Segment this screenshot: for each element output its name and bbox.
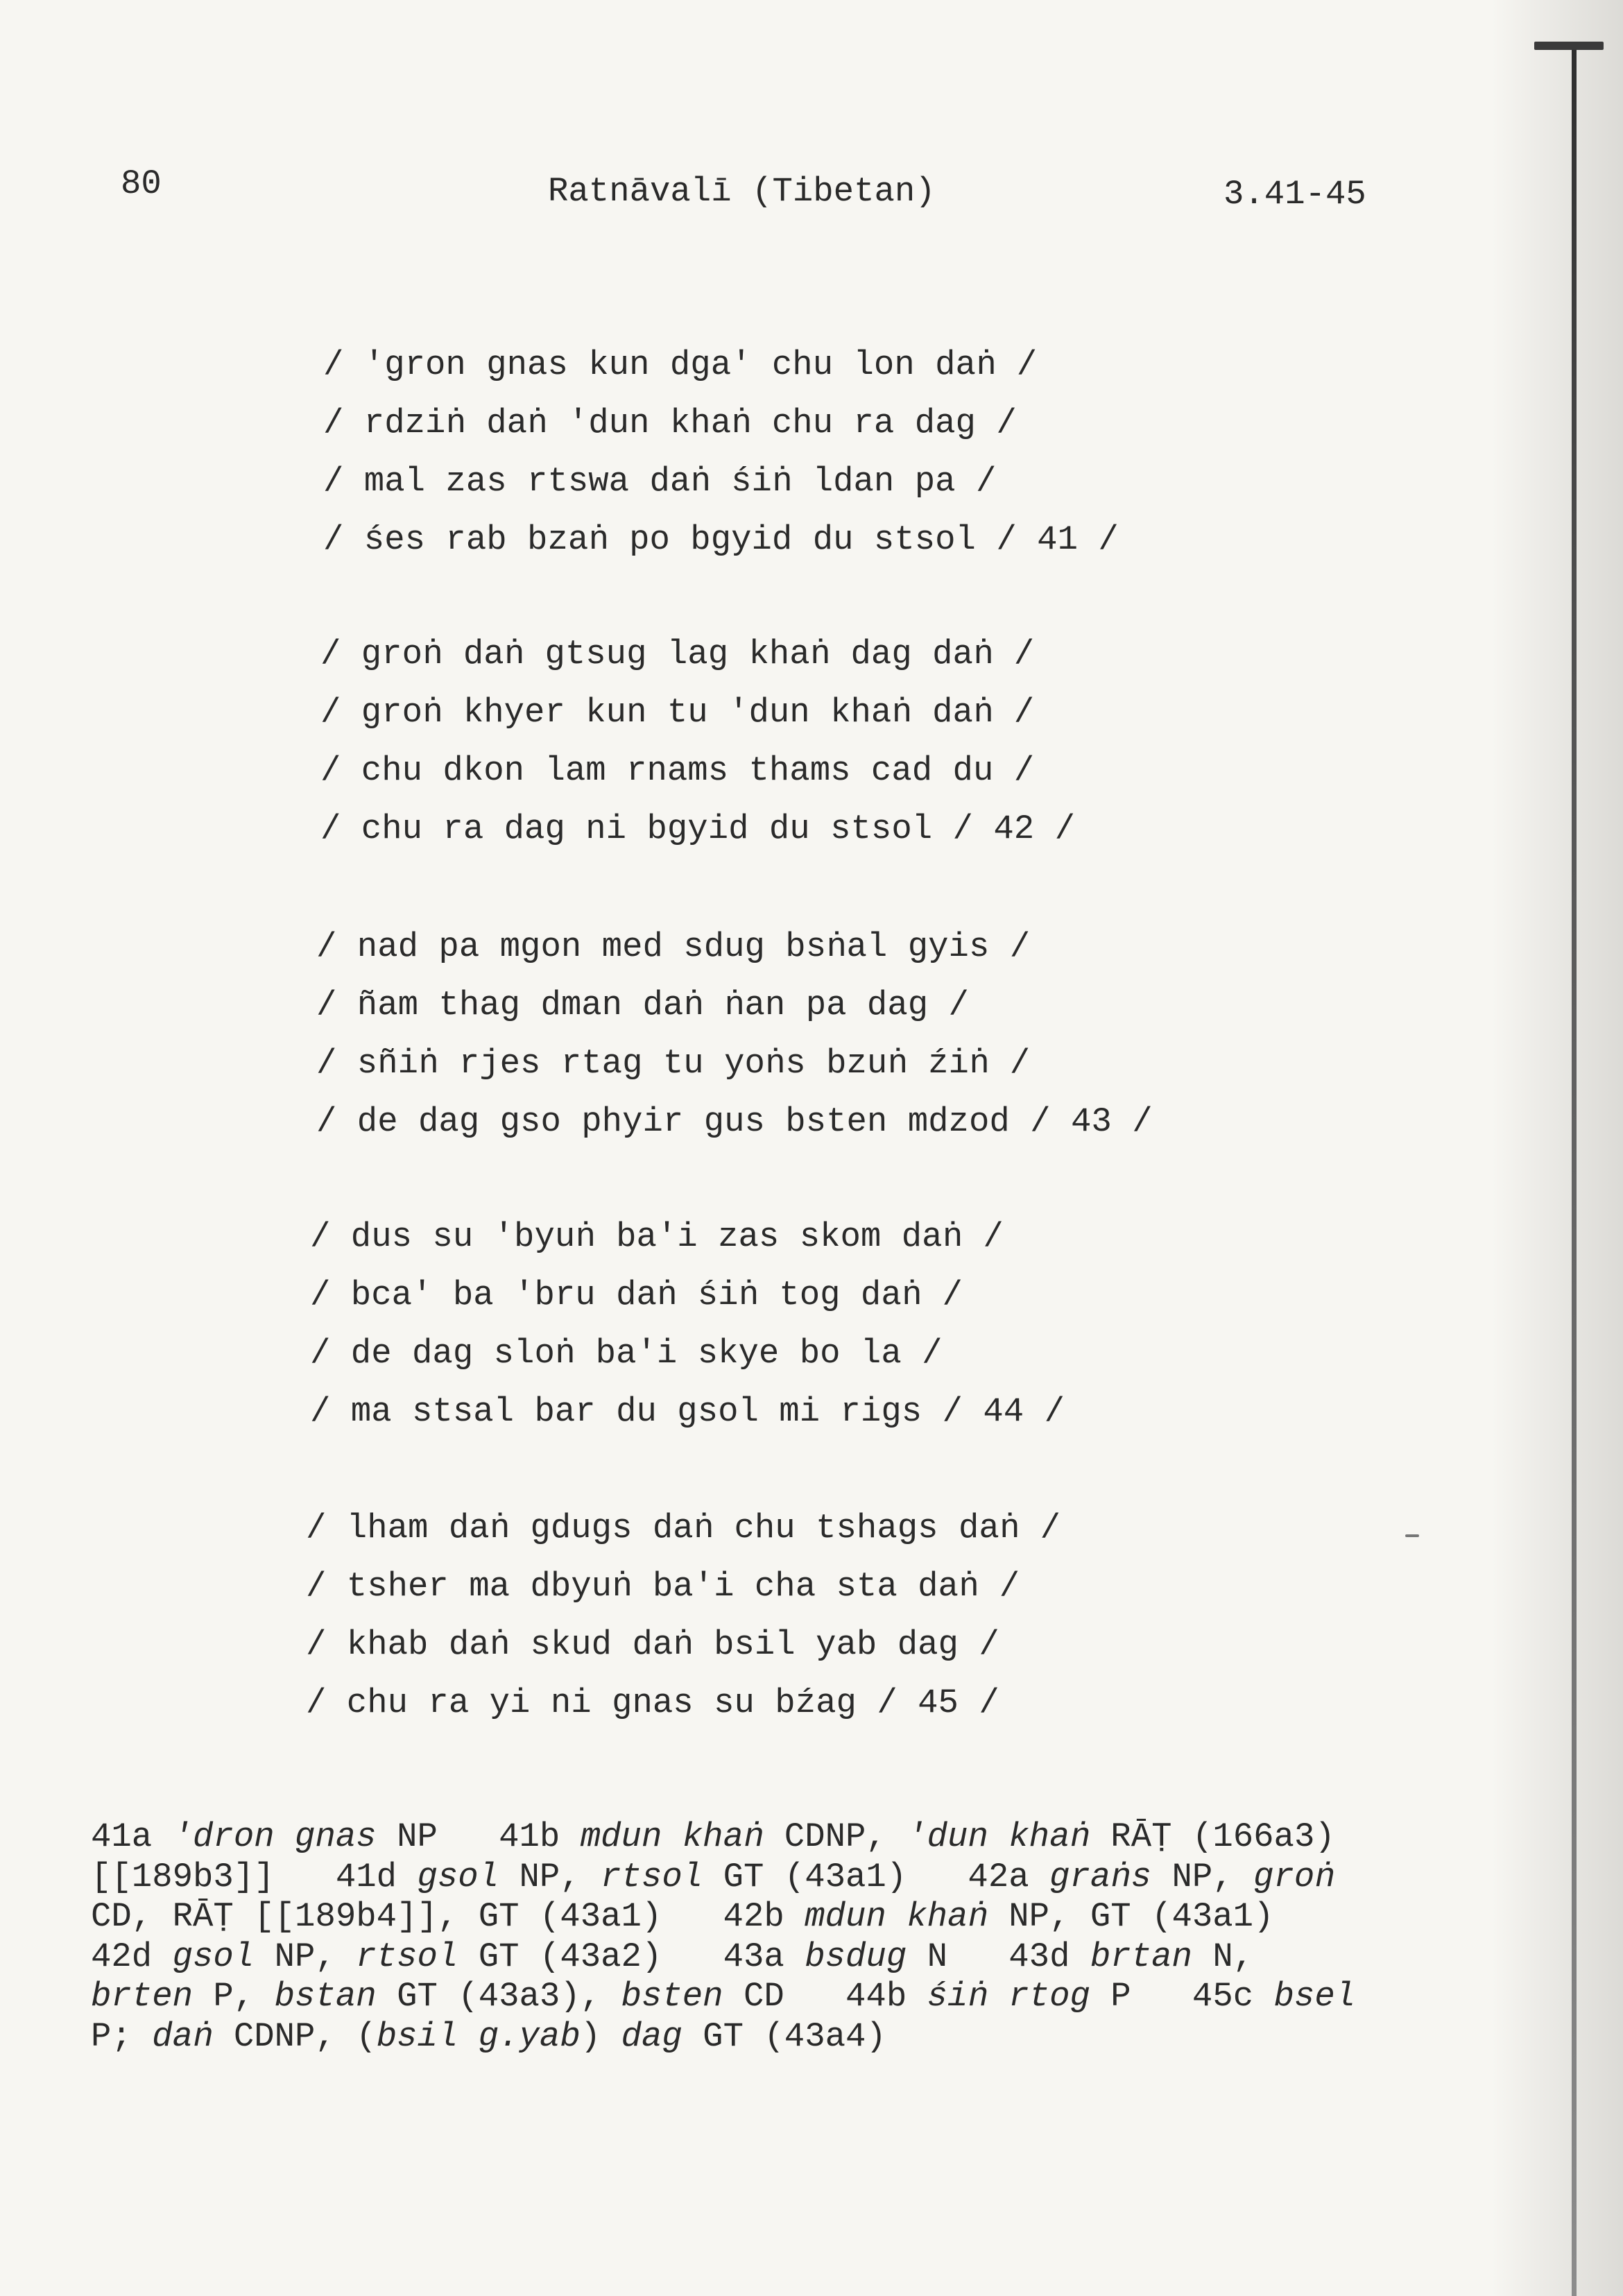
verse-stanza-44 <box>310 1208 1065 1441</box>
footnote-variant-reading: mdun khaṅ <box>580 1817 764 1856</box>
verse-line: / chu ra yi ni gnas su bźag / 45 / <box>306 1684 999 1722</box>
footnote-text: 42d <box>91 1937 173 1976</box>
footnote-variant-reading: rtsol <box>356 1937 458 1976</box>
footnote-variant-reading: gsol <box>172 1937 255 1976</box>
verse-line: / bca' ba 'bru daṅ śiṅ tog daṅ / <box>310 1276 963 1314</box>
footnote-line <box>91 1937 1355 1978</box>
verse-line: / rdziṅ daṅ 'dun khaṅ chu ra dag / <box>323 404 1017 443</box>
footnote-text: ) <box>580 2016 621 2056</box>
footnote-variant-reading: daṅ <box>152 2016 214 2056</box>
footnote-variant-reading: 'dun khaṅ <box>907 1817 1090 1856</box>
footnote-text: N 43d <box>907 1937 1090 1976</box>
page-binding-edge <box>1572 46 1577 2296</box>
footnote-variant-reading: bsten <box>621 1977 723 2016</box>
verse-line: / 'gron gnas kun dga' chu lon daṅ / <box>323 345 1038 384</box>
footnote-text: NP, <box>499 1857 601 1896</box>
footnote-text: P; <box>91 2016 153 2056</box>
footnote-text: GT (43a4) <box>682 2016 886 2056</box>
footnote-text: [[189b3]] 41d <box>91 1857 418 1896</box>
footnote-variant-reading: graṅs <box>1049 1857 1152 1896</box>
footnote-text: NP 41b <box>376 1817 581 1856</box>
verse-line: / śes rab bzaṅ po bgyid du stsol / 41 / <box>323 520 1119 559</box>
verse-line: / groṅ khyer kun tu 'dun khaṅ daṅ / <box>320 693 1035 732</box>
verse-stanza-42 <box>320 625 1075 858</box>
footnote-text: GT (43a3), <box>376 1977 621 2016</box>
footnote-text: CD 44b <box>723 1977 927 2016</box>
footnote-variant-reading: bsdug <box>805 1937 907 1976</box>
verse-line: / chu dkon lam rnams thams cad du / <box>320 751 1035 790</box>
footnote-line <box>91 2017 1355 2057</box>
verse-line: / sñiṅ rjes rtag tu yoṅs bzuṅ źiṅ / <box>316 1044 1031 1083</box>
footnote-text: GT (43a1) 42a <box>703 1857 1050 1896</box>
verse-stanza-43 <box>316 918 1153 1151</box>
footnote-text: 41a <box>91 1817 173 1856</box>
footnote-variant-reading: bstan <box>274 1977 377 2016</box>
footnote-line <box>91 1858 1355 1898</box>
verse-line: / ma stsal bar du gsol mi rigs / 44 / <box>310 1392 1065 1431</box>
footnote-line <box>91 1977 1355 2017</box>
running-title: Ratnāvalī (Tibetan) <box>548 172 936 211</box>
footnote-text: P, <box>193 1977 275 2016</box>
footnote-text: NP, GT (43a1) <box>988 1897 1274 1936</box>
variant-readings-footnotes <box>91 1817 1355 2057</box>
verse-line: / dus su 'byuṅ ba'i zas skom daṅ / <box>310 1217 1004 1256</box>
footnote-text: NP, <box>1151 1857 1254 1896</box>
footnote-variant-reading: mdun khaṅ <box>805 1897 988 1936</box>
verse-stanza-45 <box>306 1499 1060 1732</box>
footnote-variant-reading: rtsol <box>601 1857 703 1896</box>
footnote-text: GT (43a2) 43a <box>458 1937 805 1976</box>
footnote-line <box>91 1817 1355 1858</box>
footnote-variant-reading: śiṅ rtog <box>927 1977 1090 2016</box>
footnote-variant-reading: brtan <box>1090 1937 1192 1976</box>
footnote-variant-reading: 'dron gnas <box>172 1817 377 1856</box>
verse-line: / de dag sloṅ ba'i skye bo la / <box>310 1334 943 1373</box>
footnote-variant-reading: bsil g.yab <box>376 2016 581 2056</box>
footnote-text: CDNP, <box>764 1817 907 1856</box>
scan-speck <box>1405 1534 1419 1537</box>
verse-range: 3.41-45 <box>1223 175 1366 214</box>
footnote-text: CDNP, ( <box>213 2016 377 2056</box>
footnote-variant-reading: gsol <box>417 1857 499 1896</box>
verse-line: / mal zas rtswa daṅ śiṅ ldan pa / <box>323 462 997 501</box>
footnote-variant-reading: bsel <box>1273 1977 1356 2016</box>
verse-line: / chu ra dag ni bgyid du stsol / 42 / <box>320 809 1075 848</box>
verse-line: / nad pa mgon med sdug bsṅal gyis / <box>316 927 1031 966</box>
verse-line: / groṅ daṅ gtsug lag khaṅ dag daṅ / <box>320 635 1035 674</box>
footnote-variant-reading: brten <box>91 1977 194 2016</box>
footnote-line <box>91 1897 1355 1937</box>
footnote-text: N, <box>1192 1937 1254 1976</box>
page-number: 80 <box>121 164 162 203</box>
verse-line: / tsher ma dbyuṅ ba'i cha sta daṅ / <box>306 1567 1020 1606</box>
verse-line: / khab daṅ skud daṅ bsil yab dag / <box>306 1625 999 1664</box>
verse-stanza-41 <box>323 336 1119 569</box>
verse-line: / ñam thag dman daṅ ṅan pa dag / <box>316 986 969 1025</box>
footnote-text: P 45c <box>1090 1977 1274 2016</box>
page-binding-shadow <box>1491 0 1623 2296</box>
verse-line: / de dag gso phyir gus bsten mdzod / 43 / <box>316 1102 1153 1141</box>
footnote-variant-reading: dag <box>621 2016 682 2056</box>
page-binding-corner-mark <box>1534 42 1604 50</box>
verse-line: / lham daṅ gdugs daṅ chu tshags daṅ / <box>306 1509 1060 1548</box>
footnote-variant-reading: groṅ <box>1253 1857 1335 1896</box>
footnote-text: RĀṬ (166a3) <box>1090 1817 1335 1856</box>
footnote-text: CD, RĀṬ [[189b4]], GT (43a1) 42b <box>91 1897 805 1936</box>
footnote-text: NP, <box>254 1937 357 1976</box>
